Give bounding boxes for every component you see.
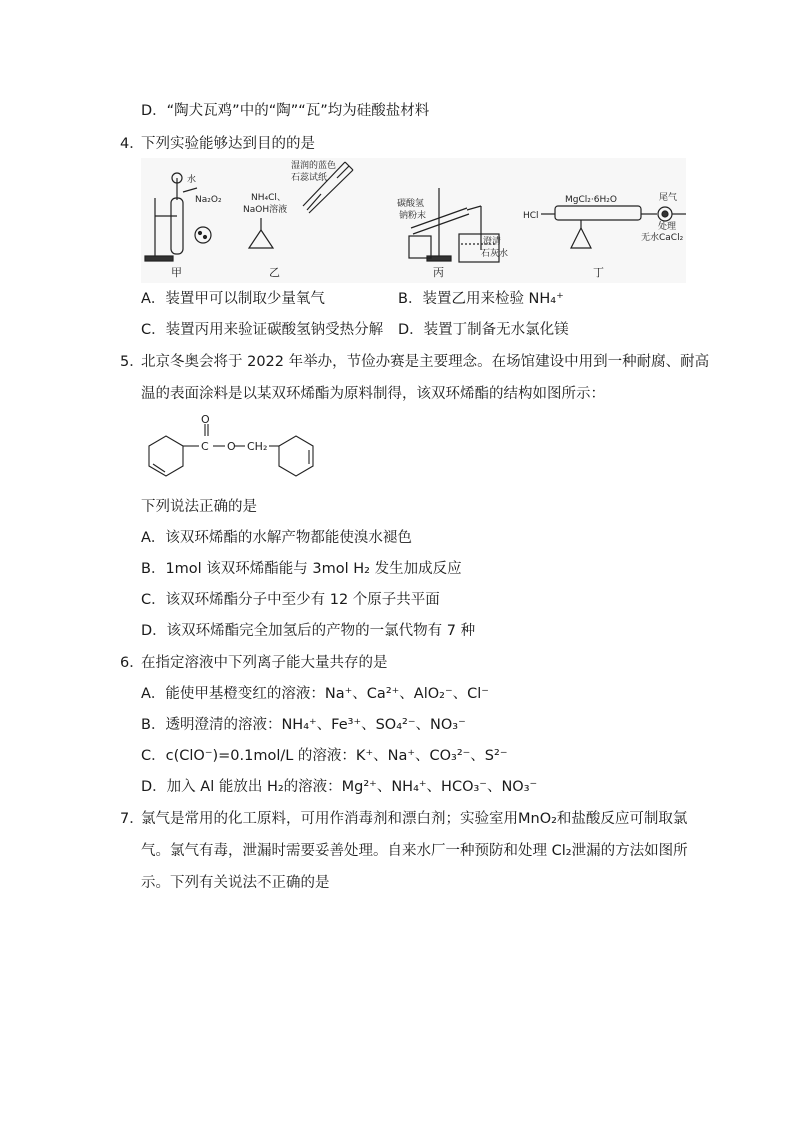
q4-stem: 下列实验能够达到目的的是 bbox=[141, 136, 315, 152]
q7-number: 7． bbox=[120, 811, 144, 827]
q4-option-b: B．装置乙用来检验 NH₄⁺ bbox=[398, 291, 564, 307]
label-ding: 丁 bbox=[593, 266, 604, 279]
q5-number: 5． bbox=[120, 354, 144, 370]
left-ring bbox=[149, 436, 183, 476]
label-nahco3-2: 钠粉末 bbox=[399, 211, 427, 221]
q6-option-a: A．能使甲基橙变红的溶液：Na⁺、Ca²⁺、AlO₂⁻、Cl⁻ bbox=[141, 686, 489, 702]
label-cacl2: 无水CaCl₂ bbox=[641, 233, 684, 243]
label-nahco3-1: 碳酸氢 bbox=[397, 199, 425, 209]
q4-option-a: A．装置甲可以制取少量氧气 bbox=[141, 291, 325, 307]
q5-option-d: D．该双环烯酯完全加氢后的产物的一氯代物有 7 种 bbox=[141, 623, 476, 639]
right-ring bbox=[279, 436, 313, 476]
label-jia: 甲 bbox=[171, 266, 182, 279]
q7-stem-1: 氯气是常用的化工原料，可用作消毒剂和漂白剂；实验室用MnO₂和盐酸反应可制取氯 bbox=[141, 811, 688, 827]
label-nh4cl: NH₄Cl、 bbox=[251, 193, 286, 203]
tail-label-2-box bbox=[656, 218, 686, 232]
q5-stem-2: 温的表面涂料是以某双环烯酯为原料制得，该双环烯酯的结构如图所示： bbox=[141, 386, 605, 402]
q4-option-c: C．装置丙用来验证碳酸氢钠受热分解 bbox=[141, 322, 384, 338]
struct-carbon: C bbox=[201, 440, 209, 453]
q5-option-b: B．1mol 该双环烯酯能与 3mol H₂ 发生加成反应 bbox=[141, 561, 462, 577]
label-tail-2: 处理 bbox=[658, 222, 677, 232]
struct-ch2: CH₂ bbox=[247, 440, 268, 453]
q5-structure-figure bbox=[141, 414, 341, 486]
q3-option-d: D．“陶犬瓦鸡”中的“陶”“瓦”均为硅酸盐材料 bbox=[141, 103, 430, 119]
q6-number: 6． bbox=[120, 655, 144, 671]
q4-number: 4． bbox=[120, 136, 144, 152]
q4-option-d: D．装置丁制备无水氯化镁 bbox=[398, 322, 569, 338]
q5-option-c: C．该双环烯酯分子中至少有 12 个原子共平面 bbox=[141, 592, 440, 608]
label-hcl: HCl bbox=[523, 211, 539, 221]
q7-stem-2: 气。氯气有毒，泄漏时需要妥善处理。自来水厂一种预防和处理 Cl₂泄漏的方法如图所 bbox=[141, 843, 688, 859]
label-na2o2: Na₂O₂ bbox=[195, 195, 222, 205]
label-yi: 乙 bbox=[269, 266, 280, 279]
q6-option-b: B．透明澄清的溶液：NH₄⁺、Fe³⁺、SO₄²⁻、NO₃⁻ bbox=[141, 717, 466, 733]
label-water: 水 bbox=[187, 175, 197, 185]
label-mgcl2: MgCl₂·6H₂O bbox=[565, 195, 617, 205]
label-limewater-1: 澄清 bbox=[483, 237, 502, 247]
label-naoh: NaOH溶液 bbox=[243, 205, 288, 215]
struct-oxygen-top: O bbox=[201, 414, 210, 426]
q6-option-d: D．加入 Al 能放出 H₂的溶液：Mg²⁺、NH₄⁺、HCO₃⁻、NO₃⁻ bbox=[141, 779, 538, 795]
label-limewater-2: 石灰水 bbox=[481, 249, 509, 259]
label-litmus-2: 石蕊试纸 bbox=[291, 173, 328, 183]
q5-option-a: A．该双环烯酯的水解产物都能使溴水褪色 bbox=[141, 530, 412, 546]
q5-prompt: 下列说法正确的是 bbox=[141, 499, 257, 515]
q6-option-c: C．c(ClO⁻)=0.1mol/L 的溶液：K⁺、Na⁺、CO₃²⁻、S²⁻ bbox=[141, 748, 508, 764]
q5-stem-1: 北京冬奥会将于 2022 年举办，节俭办赛是主要理念。在场馆建设中用到一种耐腐、耐高 bbox=[141, 354, 710, 370]
q7-stem-3: 示。下列有关说法不正确的是 bbox=[141, 875, 330, 891]
label-litmus-1: 湿润的蓝色 bbox=[291, 161, 337, 171]
q4-apparatus-figure bbox=[141, 158, 686, 283]
label-bing: 丙 bbox=[433, 266, 444, 279]
struct-oxygen-mid: O bbox=[227, 440, 236, 453]
q6-stem: 在指定溶液中下列离子能大量共存的是 bbox=[141, 655, 388, 671]
label-tail-1: 尾气 bbox=[659, 193, 678, 203]
